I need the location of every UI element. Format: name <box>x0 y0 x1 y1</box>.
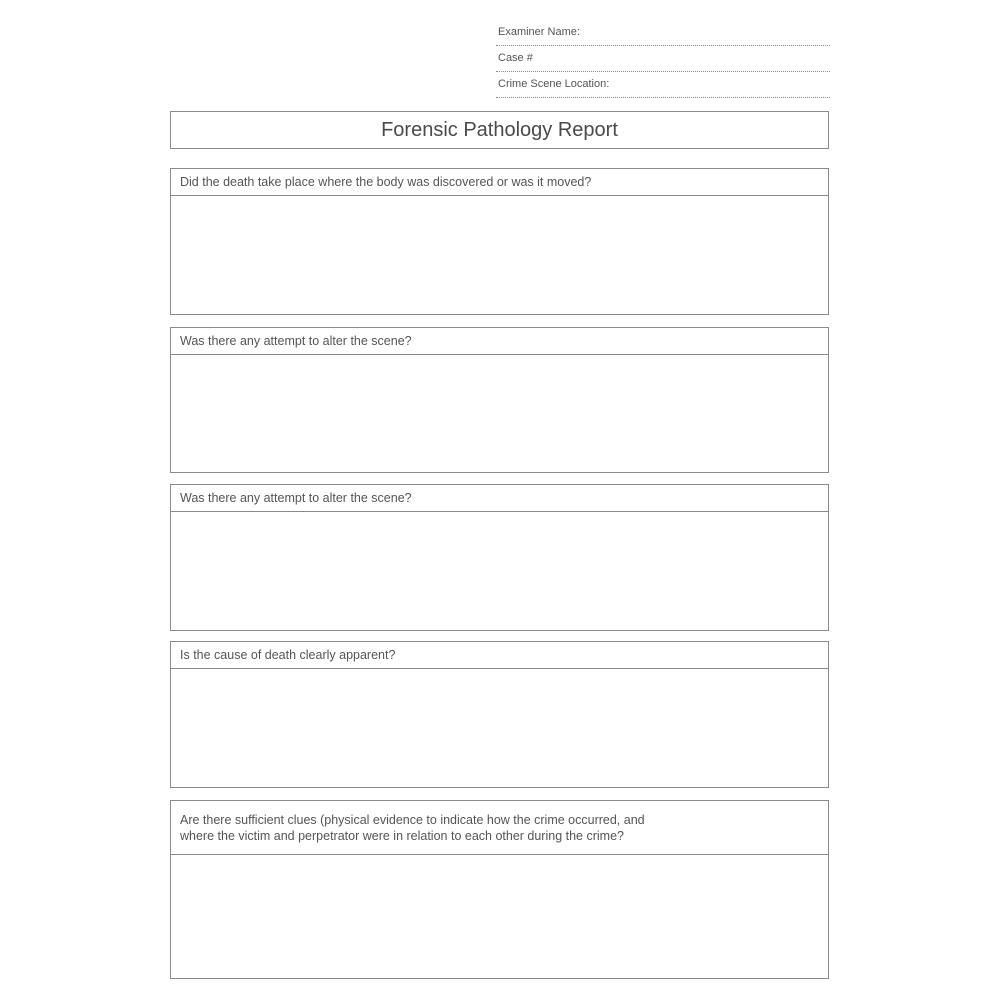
answer-area-2[interactable] <box>171 355 828 473</box>
question-block-3 <box>170 484 829 631</box>
question-label-3: Was there any attempt to alter the scene? <box>171 485 828 512</box>
question-label-1: Did the death take place where the body was discovered or was it moved? <box>171 169 828 196</box>
question-block-5 <box>170 800 829 979</box>
crime-scene-location-field[interactable] <box>496 72 830 98</box>
examiner-name-label: Examiner Name: <box>498 26 580 38</box>
report-title-box <box>170 111 829 149</box>
question-block-1 <box>170 168 829 315</box>
question-block-2 <box>170 327 829 473</box>
header-fields <box>496 20 830 98</box>
answer-area-4[interactable] <box>171 669 828 788</box>
crime-scene-location-label: Crime Scene Location: <box>498 78 610 90</box>
question-label-4: Is the cause of death clearly apparent? <box>171 642 828 669</box>
answer-area-3[interactable] <box>171 512 828 631</box>
report-title: Forensic Pathology Report <box>381 118 618 141</box>
case-number-field[interactable] <box>496 46 830 72</box>
examiner-name-field[interactable] <box>496 20 830 46</box>
case-number-label: Case # <box>498 52 533 64</box>
answer-area-5[interactable] <box>171 855 828 979</box>
answer-area-1[interactable] <box>171 196 828 315</box>
question-label-2: Was there any attempt to alter the scene? <box>171 328 828 355</box>
question-label-5: Are there sufficient clues (physical evidence to indicate how the crime occurred, and where the victim and perpetrator were in relation to each other during the crime? <box>171 801 828 855</box>
question-block-4 <box>170 641 829 788</box>
